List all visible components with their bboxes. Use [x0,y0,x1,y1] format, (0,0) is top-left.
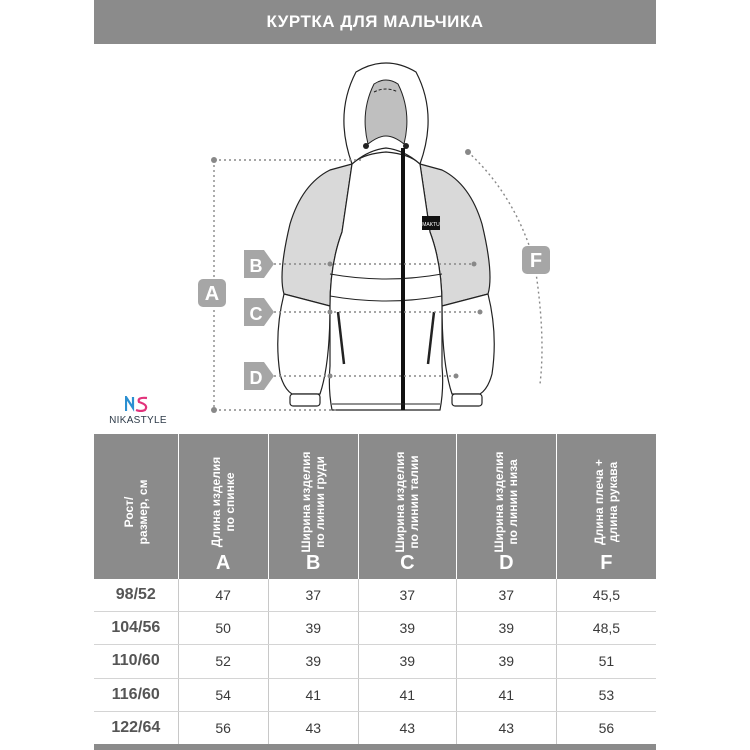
left-cuff [290,394,320,406]
right-lower-sleeve [442,294,494,394]
value-c: 37 [358,579,456,612]
brand-mark-icon [125,396,151,412]
size-table [94,434,656,745]
header-a: Длина изделия по спинке A [178,434,268,579]
brand-name: NIKASTYLE [109,415,167,426]
label-c [244,298,274,326]
svg-text:C: C [249,304,263,324]
page-title: КУРТКА ДЛЯ МАЛЬЧИКА [94,0,656,44]
header-c: Ширина изделия по линии талии C [358,434,456,579]
header-b: Ширина изделия по линии груди B [268,434,358,579]
label-f [522,246,550,274]
table-row [94,678,656,711]
label-b [244,250,274,278]
header-d: Ширина изделия по линии низа D [456,434,556,579]
value-a: 54 [178,678,268,711]
value-c: 39 [358,612,456,645]
value-f: 56 [556,711,656,744]
label-d [244,362,274,390]
value-d: 39 [456,645,556,678]
header-f: Длина плеча + длина рукава F [556,434,656,579]
value-f: 53 [556,678,656,711]
size-value: 122/64 [94,711,178,744]
value-b: 39 [268,645,358,678]
value-c: 41 [358,678,456,711]
value-a: 52 [178,645,268,678]
bottom-bar [94,744,656,750]
value-c: 39 [358,645,456,678]
table-row [94,645,656,678]
table-row [94,711,656,744]
header-size: Рост/ размер, см [94,434,178,579]
left-lower-sleeve [278,294,330,394]
value-c: 43 [358,711,456,744]
size-value: 116/60 [94,678,178,711]
svg-text:B: B [249,256,263,276]
size-value: 104/56 [94,612,178,645]
value-a: 47 [178,579,268,612]
value-b: 43 [268,711,358,744]
value-d: 39 [456,612,556,645]
value-d: 41 [456,678,556,711]
label-a [198,279,226,307]
value-b: 37 [268,579,358,612]
svg-text:A: A [204,283,220,305]
value-b: 41 [268,678,358,711]
value-f: 45,5 [556,579,656,612]
table-row [94,579,656,612]
table-header-row [94,434,656,579]
value-a: 56 [178,711,268,744]
value-d: 43 [456,711,556,744]
value-b: 39 [268,612,358,645]
value-d: 37 [456,579,556,612]
jacket-illustration [94,44,656,434]
value-f: 48,5 [556,612,656,645]
size-value: 98/52 [94,579,178,612]
size-value: 110/60 [94,645,178,678]
svg-text:F: F [529,250,543,272]
value-f: 51 [556,645,656,678]
value-a: 50 [178,612,268,645]
table-row [94,612,656,645]
svg-text:D: D [249,368,263,388]
brand-logo [103,396,173,426]
right-cuff [452,394,482,406]
chest-badge-text: MAKTU [422,222,440,228]
